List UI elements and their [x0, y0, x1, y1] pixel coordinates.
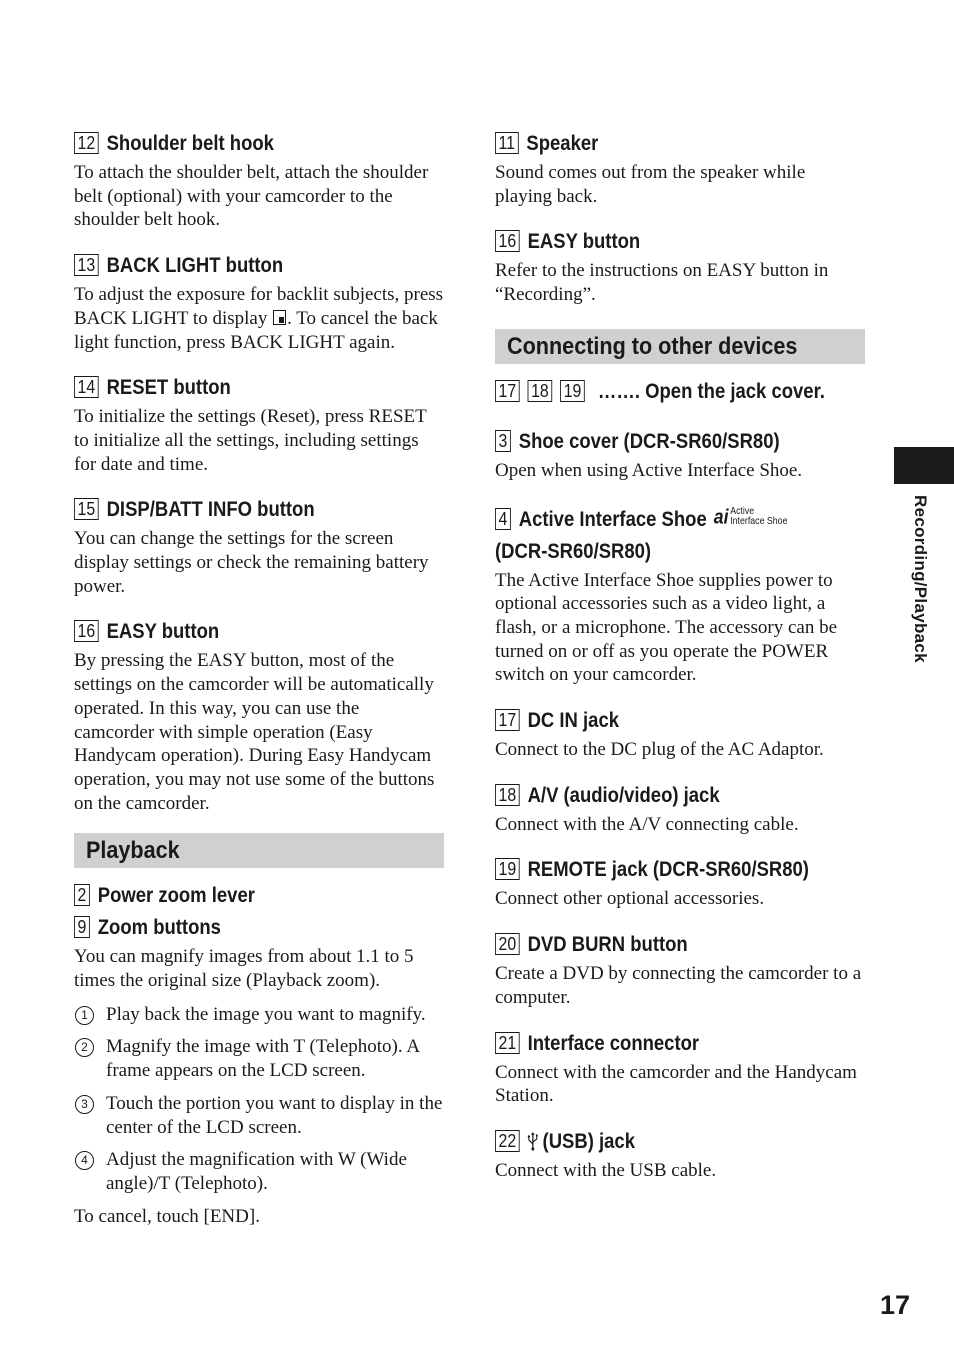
section-header-playback — [74, 833, 444, 868]
usb-icon — [528, 1131, 539, 1151]
step-item — [74, 1035, 444, 1082]
item-description: You can change the settings for the screen display settings or check the remaining battery power. — [74, 528, 429, 597]
item-title: REMOTE jack (DCR-SR60/SR80) — [527, 858, 809, 882]
item-title: A/V (audio/video) jack — [527, 783, 720, 807]
item-remote-jack — [495, 854, 865, 911]
item-description: Create a DVD by connecting the camcorder to a computer. — [495, 963, 862, 1008]
item-description: By pressing the EASY button, most of the settings on the camcorder will be automatically operated. In this way, you can use the camcorder with simple operation (Easy Handycam operation). During Easy Handycam operation, you may not use some of the buttons on the camcorder. — [74, 650, 435, 814]
item-description — [74, 283, 444, 354]
item-number: 19 — [560, 380, 585, 402]
item-title: Speaker — [526, 132, 599, 155]
item-active-interface-shoe — [495, 501, 865, 688]
item-description: Open when using Active Interface Shoe. — [495, 459, 803, 481]
item-number: 16 — [495, 230, 520, 252]
item-title: EASY button — [106, 620, 220, 644]
jack-cover-line — [495, 376, 865, 408]
item-title: BACK LIGHT button — [106, 254, 284, 278]
item-number: 2 — [74, 884, 90, 906]
item-number: 22 — [495, 1130, 520, 1152]
item-description: Sound comes out from the speaker while playing back. — [495, 162, 806, 207]
item-number: 14 — [74, 376, 99, 398]
item-speaker — [495, 128, 865, 208]
item-number: 17 — [495, 709, 520, 731]
item-dc-in-jack — [495, 705, 865, 762]
item-interface-connector — [495, 1028, 865, 1108]
item-easy-button — [74, 616, 444, 815]
item-zoom — [74, 880, 444, 1228]
item-number: 18 — [495, 784, 520, 806]
item-number: 9 — [74, 916, 90, 938]
item-description: The Active Interface Shoe supplies power to optional accessories such as a video light, a flash, or a microphone. The accessory can be turned on or off as you operate the POWER switch on your camcorder. — [495, 569, 838, 686]
icon-line-2: Interface Shoe — [730, 515, 788, 527]
item-title: (USB) jack — [542, 1129, 635, 1153]
active-interface-shoe-icon: ai Active Interface Shoe — [713, 505, 788, 528]
item-title: EASY button — [527, 230, 641, 254]
item-description: To attach the shoulder belt, attach the shoulder belt (optional) with your camcorder to the shoulder belt hook. — [74, 162, 429, 231]
item-number: 13 — [74, 254, 99, 276]
step-number: 1 — [75, 1006, 94, 1025]
item-title-model: (DCR-SR60/SR80) — [495, 539, 652, 563]
left-column — [74, 128, 444, 1246]
description-part-b: . To cancel the back light function, press BACK LIGHT again. — [74, 307, 438, 353]
item-shoulder-belt-hook — [74, 128, 444, 232]
side-chapter-label: Recording/Playback — [911, 495, 930, 663]
item-description: Connect to the DC plug of the AC Adaptor. — [495, 739, 824, 761]
item-number: 17 — [495, 380, 520, 402]
item-description: Refer to the instructions on EASY button in “Recording”. — [495, 260, 829, 306]
item-shoe-cover — [495, 426, 865, 483]
item-title: DC IN jack — [527, 709, 619, 733]
item-title: Zoom buttons — [97, 916, 221, 940]
step-item — [74, 1003, 444, 1027]
item-disp-batt-info-button — [74, 494, 444, 598]
item-number: 18 — [528, 380, 553, 402]
item-av-jack — [495, 780, 865, 837]
item-number: 19 — [495, 858, 520, 880]
item-title: DVD BURN button — [527, 933, 688, 957]
item-number: 16 — [74, 620, 99, 642]
item-title: Shoe cover (DCR-SR60/SR80) — [518, 429, 780, 453]
step-number: 4 — [75, 1151, 94, 1170]
step-text: Play back the image you want to magnify. — [106, 1003, 426, 1025]
item-description: Connect with the camcorder and the Handycam Station. — [495, 1061, 857, 1107]
step-text: Magnify the image with T (Telephoto). A frame appears on the LCD screen. — [106, 1036, 419, 1082]
item-title: RESET button — [106, 376, 231, 400]
item-description: Connect with the USB cable. — [495, 1159, 717, 1181]
step-item — [74, 1092, 444, 1139]
step-number: 3 — [75, 1095, 94, 1114]
section-title: Connecting to other devices — [507, 332, 798, 360]
section-header-connecting — [495, 329, 865, 364]
item-description: Connect other optional accessories. — [495, 888, 765, 910]
item-description: To initialize the settings (Reset), press RESET to initialize all the settings, including settings for date and time. — [74, 406, 427, 475]
item-description: Connect with the A/V connecting cable. — [495, 813, 799, 835]
item-description: You can magnify images from about 1.1 to 5 times the original size (Playback zoom). — [74, 946, 414, 992]
item-number: 12 — [74, 132, 99, 154]
description-part-a: To adjust the exposure for backlit subjects, press BACK LIGHT to display — [74, 284, 444, 329]
item-number: 20 — [495, 933, 520, 955]
item-number: 4 — [495, 508, 511, 530]
side-tab-marker — [894, 447, 954, 484]
item-number: 15 — [74, 498, 99, 520]
page-number: 17 — [880, 1290, 911, 1320]
right-column — [495, 128, 865, 1201]
item-number: 11 — [495, 132, 518, 154]
item-dvd-burn-button — [495, 929, 865, 1009]
item-title: DISP/BATT INFO button — [106, 498, 315, 522]
step-item — [74, 1148, 444, 1195]
item-back-light-button — [74, 250, 444, 354]
step-text: Touch the portion you want to display in the center of the LCD screen. — [106, 1092, 443, 1138]
icon-line-1: Active — [730, 505, 755, 517]
item-title: Power zoom lever — [97, 884, 255, 908]
jack-cover-text: ……. Open the jack cover. — [597, 379, 825, 403]
item-number: 3 — [495, 430, 511, 452]
step-list — [74, 1003, 444, 1196]
cancel-note: To cancel, touch [END]. — [74, 1205, 260, 1227]
item-title: Shoulder belt hook — [106, 132, 274, 155]
item-easy-button-ref — [495, 226, 865, 306]
section-title: Playback — [86, 837, 180, 865]
item-title: Active Interface Shoe — [518, 507, 707, 531]
step-text: Adjust the magnification with W (Wide angle)/T (Telephoto). — [106, 1149, 407, 1194]
step-number: 2 — [75, 1038, 94, 1057]
item-usb-jack — [495, 1126, 865, 1183]
item-title: Interface connector — [527, 1031, 700, 1055]
item-number: 21 — [495, 1032, 520, 1054]
backlight-icon — [273, 310, 286, 325]
item-reset-button — [74, 372, 444, 476]
